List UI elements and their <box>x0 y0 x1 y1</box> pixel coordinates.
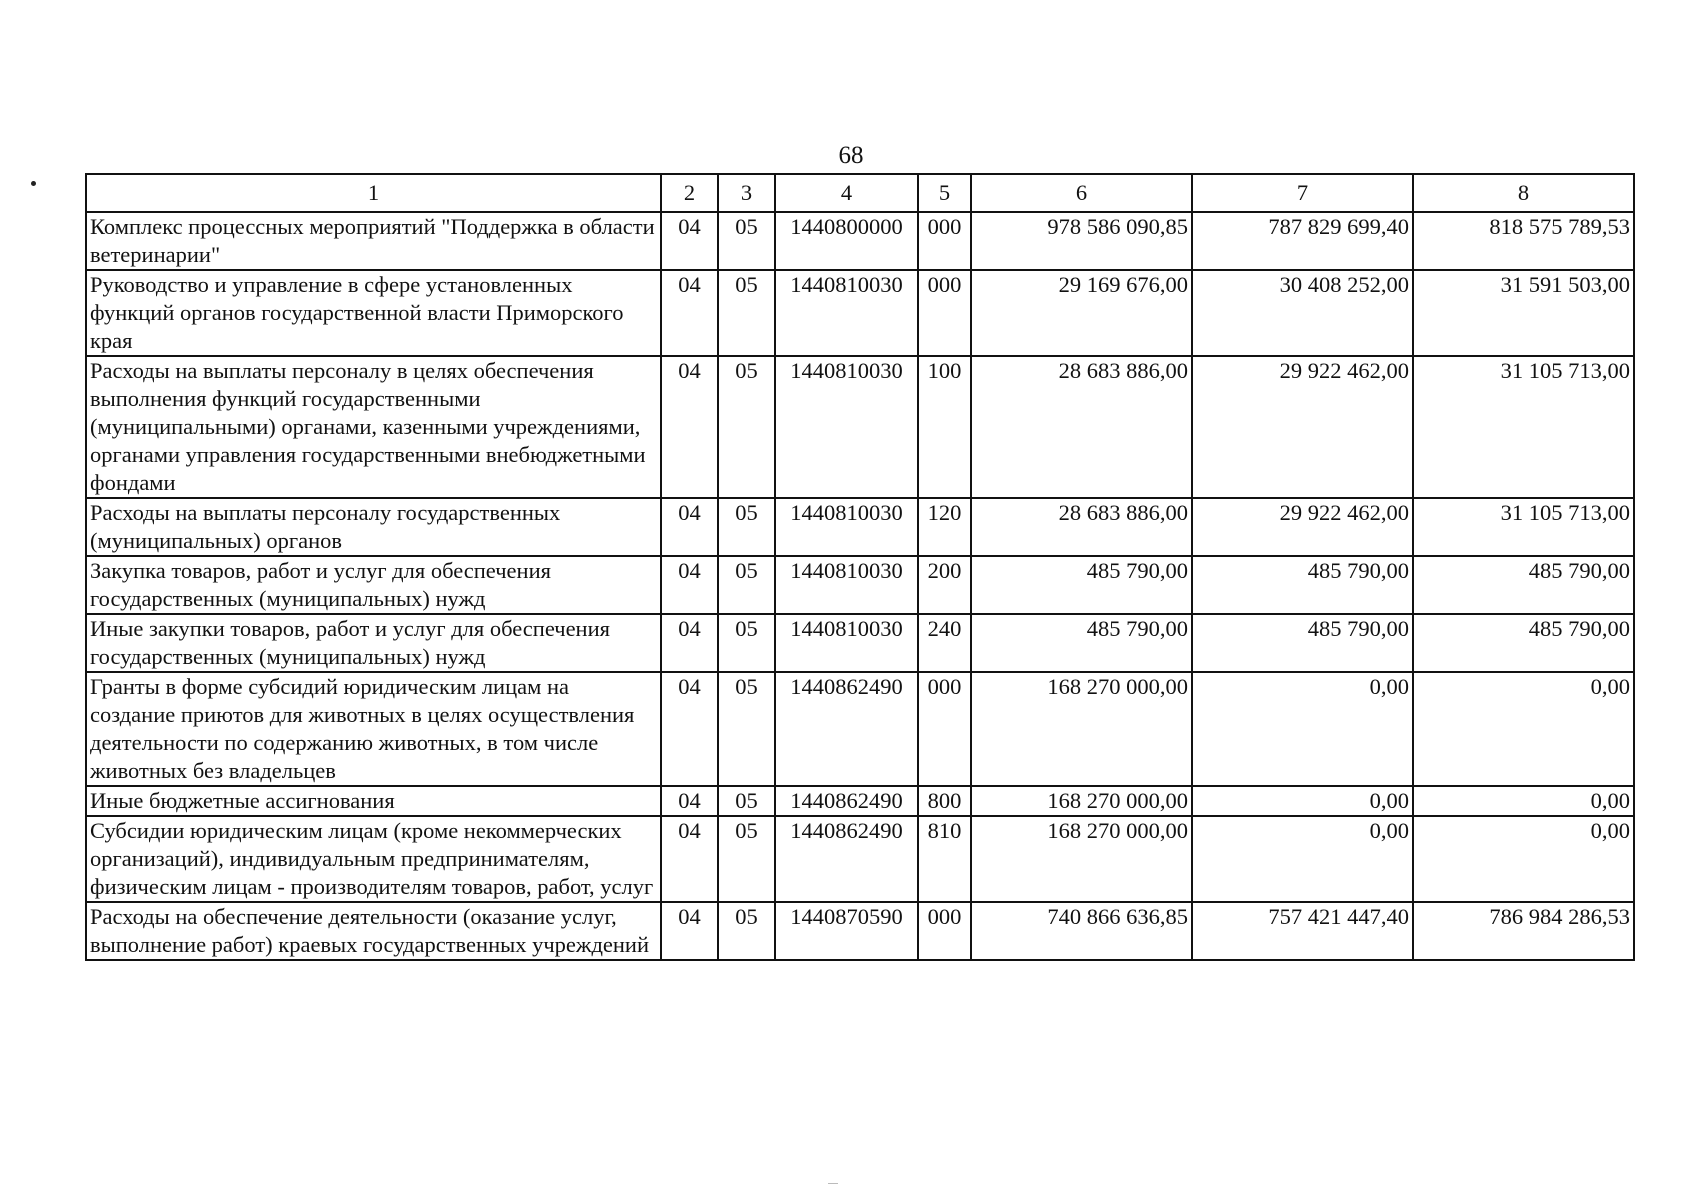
row-target-article: 1440862490 <box>775 672 918 786</box>
row-target-article: 1440810030 <box>775 356 918 498</box>
table-row <box>86 498 1634 556</box>
page-number: 68 <box>838 142 864 169</box>
row-amount-7: 485 790,00 <box>1192 556 1413 614</box>
table-row <box>86 902 1634 960</box>
row-amount-6: 28 683 886,00 <box>971 356 1192 498</box>
table-row <box>86 786 1634 816</box>
row-amount-8: 818 575 789,53 <box>1413 212 1634 270</box>
row-amount-6: 485 790,00 <box>971 556 1192 614</box>
row-expense-type: 200 <box>918 556 971 614</box>
row-amount-7: 757 421 447,40 <box>1192 902 1413 960</box>
row-section: 04 <box>661 672 718 786</box>
row-subsection: 05 <box>718 212 775 270</box>
row-amount-7: 0,00 <box>1192 672 1413 786</box>
row-amount-7: 0,00 <box>1192 816 1413 902</box>
budget-table <box>85 173 1635 961</box>
row-expense-type: 120 <box>918 498 971 556</box>
row-target-article: 1440810030 <box>775 270 918 356</box>
row-subsection: 05 <box>718 614 775 672</box>
row-amount-8: 31 105 713,00 <box>1413 356 1634 498</box>
row-amount-8: 0,00 <box>1413 816 1634 902</box>
row-name: Иные бюджетные ассигнования <box>86 786 661 816</box>
header-col-3: 3 <box>718 174 775 212</box>
header-row <box>86 174 1634 212</box>
row-name: Закупка товаров, работ и услуг для обеспечения государственных (муниципальных) нужд <box>86 556 661 614</box>
row-expense-type: 000 <box>918 212 971 270</box>
row-name: Расходы на выплаты персоналу государственных (муниципальных) органов <box>86 498 661 556</box>
row-subsection: 05 <box>718 902 775 960</box>
row-target-article: 1440862490 <box>775 816 918 902</box>
row-amount-8: 31 591 503,00 <box>1413 270 1634 356</box>
row-amount-6: 740 866 636,85 <box>971 902 1192 960</box>
header-col-2: 2 <box>661 174 718 212</box>
row-expense-type: 000 <box>918 672 971 786</box>
row-amount-6: 978 586 090,85 <box>971 212 1192 270</box>
row-subsection: 05 <box>718 816 775 902</box>
row-amount-7: 0,00 <box>1192 786 1413 816</box>
row-subsection: 05 <box>718 270 775 356</box>
row-expense-type: 810 <box>918 816 971 902</box>
row-section: 04 <box>661 356 718 498</box>
header-col-1: 1 <box>86 174 661 212</box>
row-subsection: 05 <box>718 672 775 786</box>
row-name: Гранты в форме субсидий юридическим лицам на создание приютов для животных в целях осуществления деятельности по содержанию животных, в том числе животных без владельцев <box>86 672 661 786</box>
row-name: Расходы на обеспечение деятельности (оказание услуг, выполнение работ) краевых государственных учреждений <box>86 902 661 960</box>
row-expense-type: 000 <box>918 270 971 356</box>
row-amount-7: 29 922 462,00 <box>1192 356 1413 498</box>
row-amount-8: 485 790,00 <box>1413 556 1634 614</box>
table-row <box>86 556 1634 614</box>
header-col-5: 5 <box>918 174 971 212</box>
scan-speck <box>31 181 36 186</box>
row-subsection: 05 <box>718 786 775 816</box>
row-section: 04 <box>661 902 718 960</box>
row-section: 04 <box>661 556 718 614</box>
row-name: Субсидии юридическим лицам (кроме некоммерческих организаций), индивидуальным предпринимателям, физическим лицам - производителям товаров, работ, услуг <box>86 816 661 902</box>
row-section: 04 <box>661 498 718 556</box>
row-amount-6: 485 790,00 <box>971 614 1192 672</box>
row-amount-7: 485 790,00 <box>1192 614 1413 672</box>
row-amount-6: 168 270 000,00 <box>971 786 1192 816</box>
table-row <box>86 672 1634 786</box>
row-amount-6: 28 683 886,00 <box>971 498 1192 556</box>
row-amount-6: 168 270 000,00 <box>971 672 1192 786</box>
row-expense-type: 000 <box>918 902 971 960</box>
table-row <box>86 614 1634 672</box>
row-subsection: 05 <box>718 556 775 614</box>
row-amount-8: 31 105 713,00 <box>1413 498 1634 556</box>
row-section: 04 <box>661 786 718 816</box>
row-amount-8: 485 790,00 <box>1413 614 1634 672</box>
row-target-article: 1440810030 <box>775 614 918 672</box>
row-amount-7: 787 829 699,40 <box>1192 212 1413 270</box>
table-row <box>86 816 1634 902</box>
table-row <box>86 212 1634 270</box>
table-row <box>86 356 1634 498</box>
row-amount-6: 168 270 000,00 <box>971 816 1192 902</box>
row-name: Иные закупки товаров, работ и услуг для обеспечения государственных (муниципальных) нужд <box>86 614 661 672</box>
row-expense-type: 100 <box>918 356 971 498</box>
row-amount-8: 0,00 <box>1413 786 1634 816</box>
row-section: 04 <box>661 270 718 356</box>
row-name: Руководство и управление в сфере установленных функций органов государственной власти Приморского края <box>86 270 661 356</box>
row-amount-8: 0,00 <box>1413 672 1634 786</box>
row-target-article: 1440870590 <box>775 902 918 960</box>
row-amount-6: 29 169 676,00 <box>971 270 1192 356</box>
header-col-8: 8 <box>1413 174 1634 212</box>
row-subsection: 05 <box>718 356 775 498</box>
row-section: 04 <box>661 816 718 902</box>
row-amount-7: 30 408 252,00 <box>1192 270 1413 356</box>
row-name: Расходы на выплаты персоналу в целях обеспечения выполнения функций государственными (муниципальными) органами, казенными учреждениями, органами управления государственными внебюджетными фондами <box>86 356 661 498</box>
scan-mark <box>828 1183 838 1184</box>
row-target-article: 1440810030 <box>775 556 918 614</box>
header-col-4: 4 <box>775 174 918 212</box>
row-amount-7: 29 922 462,00 <box>1192 498 1413 556</box>
row-section: 04 <box>661 212 718 270</box>
row-expense-type: 800 <box>918 786 971 816</box>
row-target-article: 1440810030 <box>775 498 918 556</box>
row-target-article: 1440862490 <box>775 786 918 816</box>
row-section: 04 <box>661 614 718 672</box>
row-name: Комплекс процессных мероприятий "Поддержка в области ветеринарии" <box>86 212 661 270</box>
table-row <box>86 270 1634 356</box>
header-col-6: 6 <box>971 174 1192 212</box>
row-expense-type: 240 <box>918 614 971 672</box>
row-subsection: 05 <box>718 498 775 556</box>
header-col-7: 7 <box>1192 174 1413 212</box>
row-amount-8: 786 984 286,53 <box>1413 902 1634 960</box>
row-target-article: 1440800000 <box>775 212 918 270</box>
